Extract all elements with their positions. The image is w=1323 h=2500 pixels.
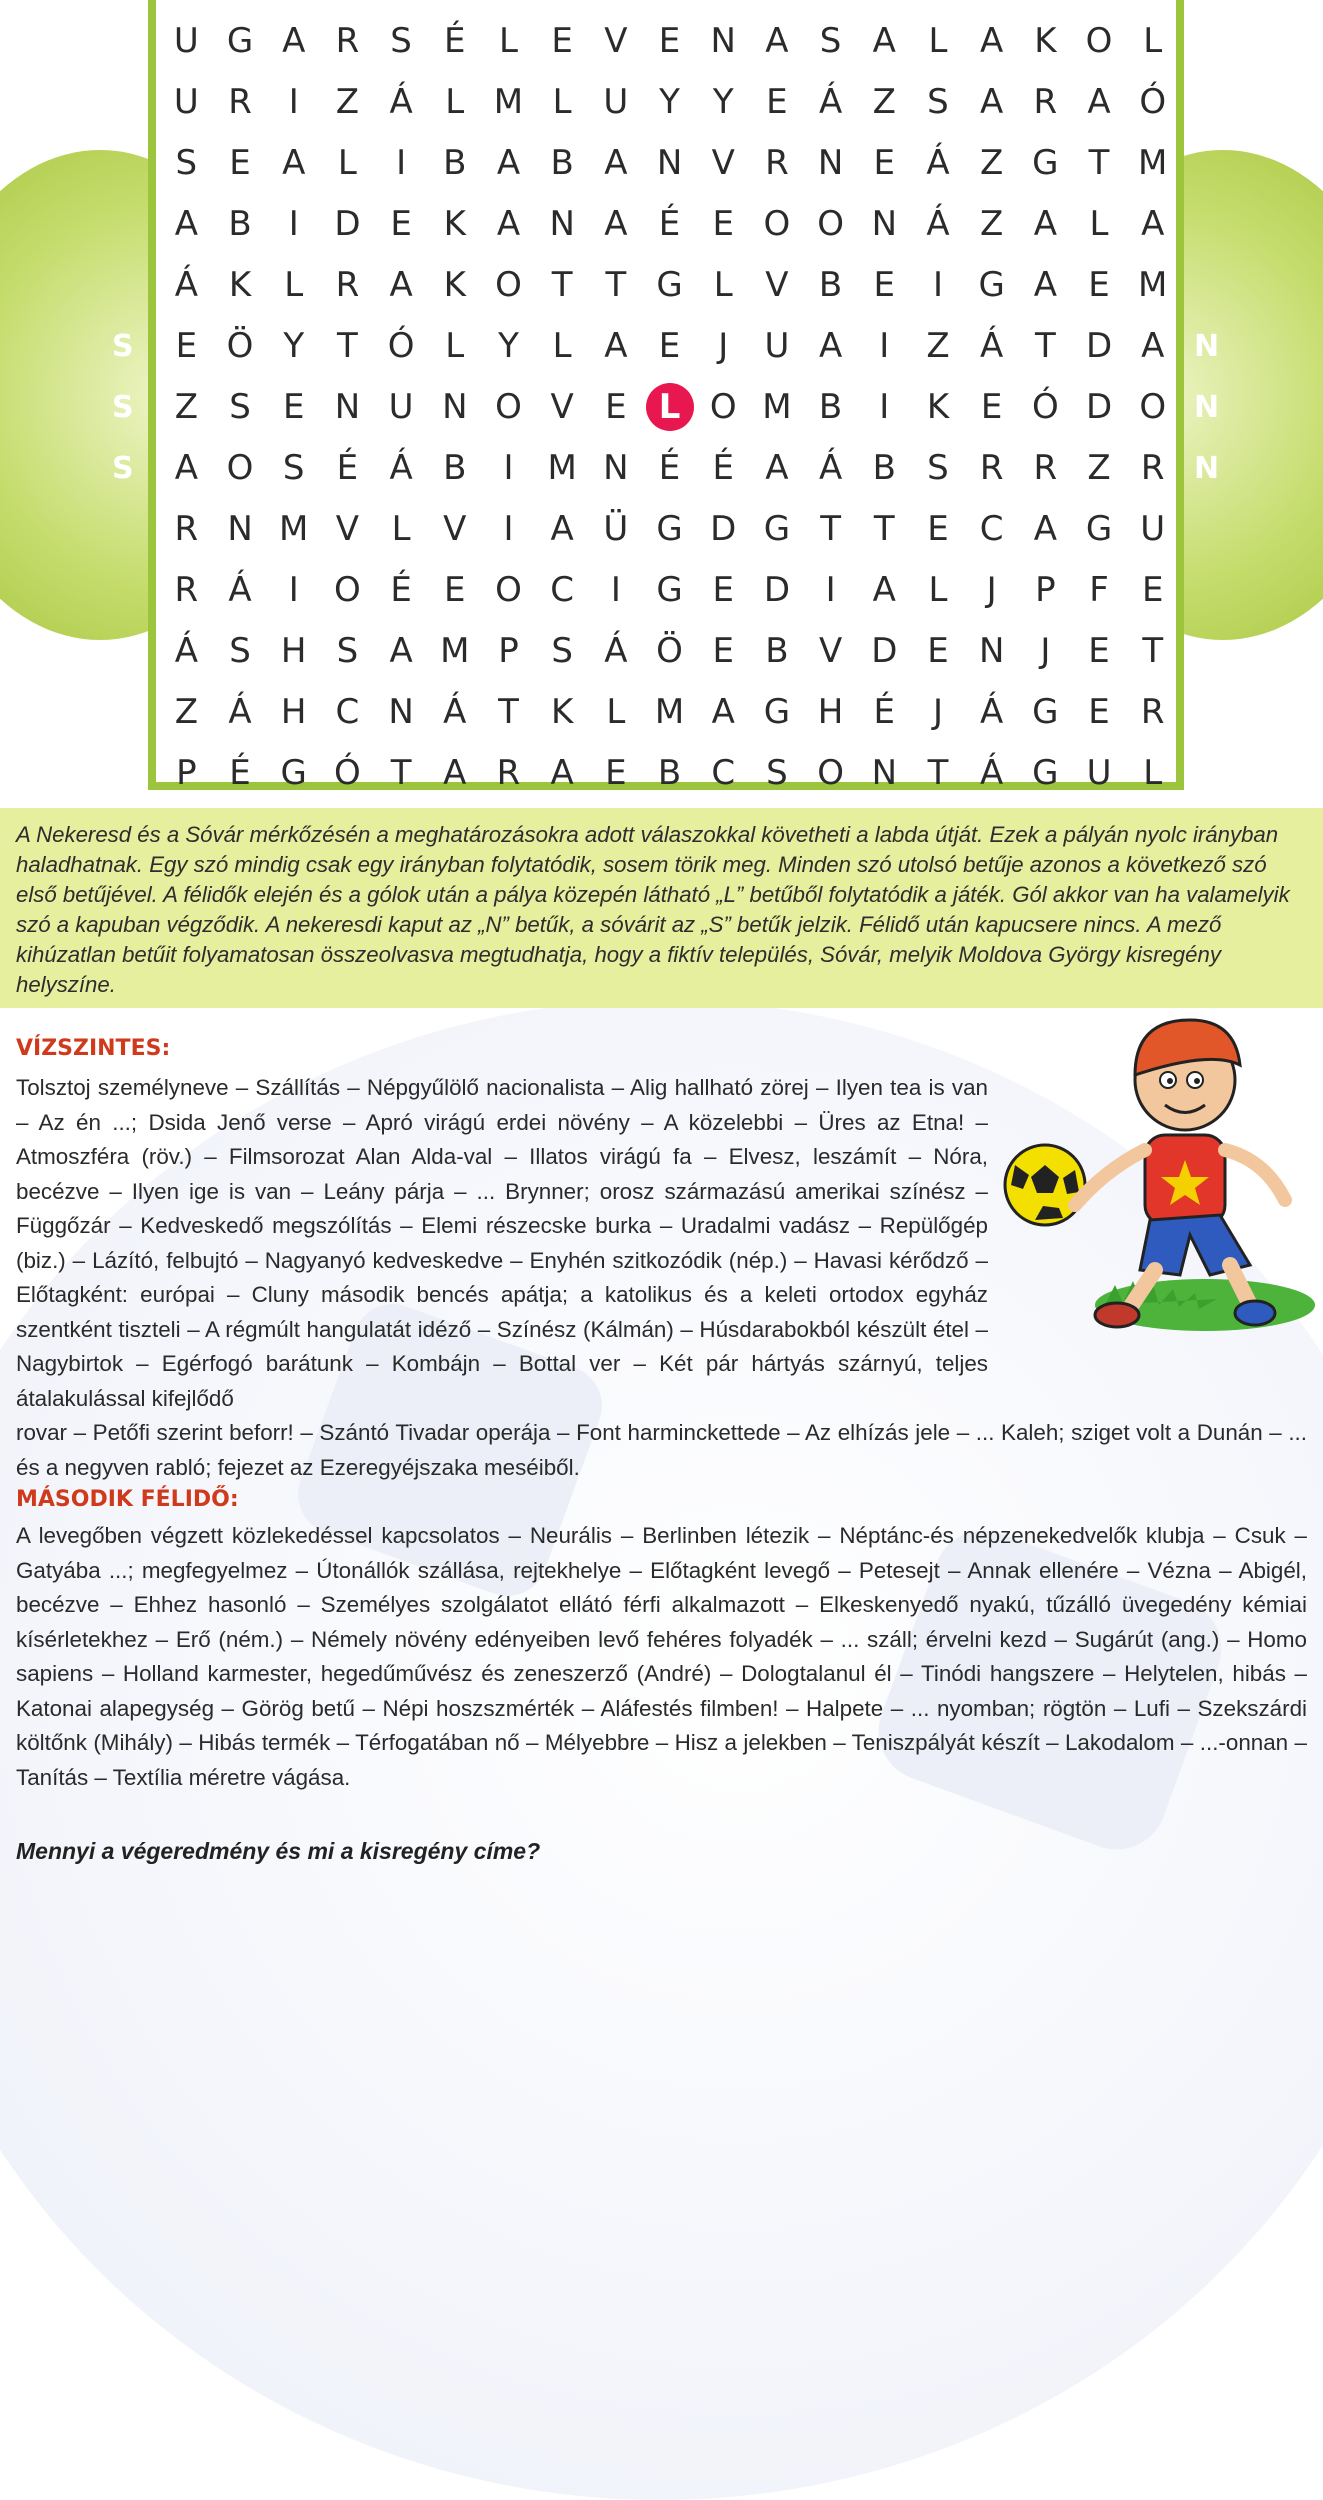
- grid-letter: A: [1033, 508, 1058, 549]
- grid-letter: H: [280, 630, 308, 671]
- grid-letter: G: [656, 264, 684, 305]
- grid-letter: J: [932, 691, 944, 732]
- grid-letter: B: [657, 752, 683, 793]
- grid-letter: Z: [174, 386, 199, 427]
- grid-letter: O: [709, 386, 738, 427]
- grid-letter: A: [550, 508, 575, 549]
- grid-letter: K: [443, 264, 467, 305]
- grid-letter: L: [1143, 20, 1164, 61]
- grid-letter: A: [765, 20, 790, 61]
- grid-letter: S: [229, 630, 252, 671]
- grid-letter: D: [763, 569, 791, 610]
- grid-letter: O: [334, 569, 362, 610]
- grid-letter: N: [817, 142, 845, 183]
- grid-letter: L: [606, 691, 627, 732]
- grid-letter: E: [605, 386, 628, 427]
- grid-letter: M: [440, 630, 471, 671]
- grid-letter: E: [712, 630, 735, 671]
- grid-letter: Á: [174, 630, 199, 671]
- grid-letter: R: [228, 81, 253, 122]
- grid-letter: I: [288, 81, 300, 122]
- grid-letter: N: [603, 447, 630, 488]
- grid-letter: E: [927, 508, 950, 549]
- grid-letter: A: [389, 630, 414, 671]
- grid-letter: U: [388, 386, 415, 427]
- grid-letter: C: [979, 508, 1005, 549]
- grid-letter: I: [503, 447, 515, 488]
- word-search-grid: [160, 10, 1180, 803]
- grid-letter: Z: [174, 691, 199, 732]
- grid-letter: L: [713, 264, 734, 305]
- grid-letter: I: [503, 508, 515, 549]
- grid-letter: L: [337, 142, 358, 183]
- grid-letter: E: [605, 752, 628, 793]
- grid-letter: A: [872, 569, 897, 610]
- grid-letter: E: [980, 386, 1004, 427]
- grid-row: [160, 559, 1180, 620]
- start-letter-highlight: L: [643, 383, 697, 431]
- soccer-player-illustration: [985, 985, 1315, 1335]
- grid-letter: E: [1088, 691, 1111, 732]
- grid-letter: M: [279, 508, 310, 549]
- grid-letter: E: [390, 203, 413, 244]
- clues-second-half: A levegőben végzett közlekedéssel kapcsolatos – Neurális – Berlinben létezik – Néptánc-és népzenekedvelők klubja – Csuk – Gatyába ...; megfegyelmez – Útonállók szállása, rejtekhelye – Előtagként levegő – Petesejt – Annak ellenére – Vézna – Abigél, becézve – Ehhez hasonló – Személyes szolgálatot ellátó férfi alkalmazott – Elkeskenyedő nyakú, tűzálló üvegedény kémiai kísérletekhez – Erő (ném.) – Némely növény edényeiben levő fehéres folyadék – ... száll; érvelni kezd – Sugárút (ang.) – Homo sapiens – Holland karmester, hegedűművész és zeneszerző (André) – Dologtalanul él – Tinódi hangszere – Helytelen, hibás – Katonai alapegység – Görög betű – Népi hoszszmérték – Aláfestés filmben! – Halpete – ... nyomban; rögtön – Lufi – Szekszárdi költőnk (Mihály) – Hibás termék – Térfogatában nő – Mélyebbre – Hisz a jelekben – Teniszpályát készít – Lakodalom – ...-onnan – Tanítás – Textília méretre vágása.: [16, 1523, 1307, 1790]
- grid-letter: L: [1089, 203, 1110, 244]
- grid-letter: S: [229, 386, 252, 427]
- grid-letter: E: [175, 325, 199, 366]
- grid-letter: T: [873, 508, 896, 549]
- grid-letter: K: [551, 691, 575, 732]
- grid-letter: A: [818, 325, 844, 366]
- grid-letter: L: [284, 264, 305, 305]
- grid-letter: A: [282, 142, 307, 183]
- grid-letter: R: [1140, 447, 1166, 488]
- grid-letter: A: [174, 203, 199, 244]
- grid-letter: S: [766, 752, 789, 793]
- grid-letter: É: [229, 752, 252, 793]
- grid-letter: É: [336, 447, 360, 488]
- goal-letter-nekeresd: N: [1194, 329, 1220, 364]
- grid-letter: V: [443, 508, 468, 549]
- grid-letter: I: [879, 386, 891, 427]
- grid-letter: G: [226, 20, 255, 61]
- grid-letter: R: [1140, 691, 1166, 732]
- grid-letter: L: [552, 325, 573, 366]
- grid-letter: N: [388, 691, 415, 732]
- grid-letter: L: [445, 325, 466, 366]
- grid-row: [160, 71, 1180, 132]
- goal-letter-sovar: S: [112, 390, 134, 425]
- grid-letter: Z: [980, 142, 1005, 183]
- grid-letter: R: [335, 20, 361, 61]
- grid-letter: M: [1138, 264, 1169, 305]
- grid-letter: G: [280, 752, 308, 793]
- grid-letter: A: [282, 20, 307, 61]
- grid-letter: N: [656, 142, 684, 183]
- grid-letter: L: [445, 81, 466, 122]
- grid-letter: Ü: [603, 508, 630, 549]
- grid-letter: V: [765, 264, 790, 305]
- grid-letter: Ó: [1031, 386, 1060, 427]
- goal-letter-sovar: S: [112, 329, 134, 364]
- grid-letter: O: [495, 264, 523, 305]
- grid-letter: A: [1141, 325, 1166, 366]
- grid-letter: P: [176, 752, 198, 793]
- grid-letter: A: [1141, 203, 1166, 244]
- final-question: Mennyi a végeredmény és mi a kisregény címe?: [16, 1838, 541, 1864]
- grid-letter: L: [498, 20, 519, 61]
- grid-letter: Y: [498, 325, 520, 366]
- grid-letter: L: [928, 20, 949, 61]
- grid-letter: L: [1143, 752, 1164, 793]
- grid-letter: A: [765, 447, 790, 488]
- grid-letter: A: [496, 142, 522, 183]
- grid-letter: R: [765, 142, 790, 183]
- grid-letter: G: [1032, 752, 1060, 793]
- grid-row: [160, 193, 1180, 254]
- grid-letter: O: [817, 203, 845, 244]
- grid-letter: U: [173, 81, 200, 122]
- grid-letter: T: [1034, 325, 1057, 366]
- grid-letter: A: [872, 20, 897, 61]
- grid-letter: O: [226, 447, 255, 488]
- grid-letter: Y: [283, 325, 306, 366]
- grid-letter: E: [658, 325, 682, 366]
- grid-letter: Ó: [1139, 81, 1168, 122]
- clues-first-half: Tolsztoj személyneve – Szállítás – Népgyűlölő nacionalista – Alig hallható zörej – Ilyen tea is van – Az én ...; Dsida Jenő verse – Apró virágú erdei növény – A közelebbi – Üres az Etna! – Atmoszféra (röv.) – Filmsorozat Alan Alda-val – Illatos virágú fa – Elvesz, leszámít – Nóra, becézve – Ilyen ige is van – Leány párja – ... Brynner; orosz származású amerikai színész – Függőzár – Kedveskedő megszólítás – Elemi részecske burka – Uradalmi vadász – Repülőgép (biz.) – Lázító, felbujtó – Nagyanyó kedveskedve – Enyhén szitkozódik (nép.) – Havasi kérődző – Előtagként: európai – Cluny második bencés apátja; a katolikus és a keleti ortodox egyház szentként tiszteli – A régmúlt hangulatát idéző – Színész (Kálmán) – Húsdarabokból készült étel – Nagybirtok – Egérfogó barátunk – Kombájn – Bottal ver – Két pár hártyás szárnyú, teljes átalakulással kifejlődő: [16, 1075, 988, 1411]
- grid-letter: E: [282, 386, 306, 427]
- grid-letter: Á: [604, 630, 629, 671]
- grid-letter: E: [1088, 630, 1111, 671]
- grid-letter: A: [711, 691, 736, 732]
- grid-letter: O: [495, 386, 523, 427]
- grid-letter: A: [174, 447, 199, 488]
- grid-letter: V: [335, 508, 361, 549]
- grid-letter: R: [174, 569, 200, 610]
- grid-letter: O: [495, 569, 523, 610]
- grid-letter: N: [710, 20, 737, 61]
- grid-letter: U: [764, 325, 791, 366]
- grid-letter: H: [817, 691, 845, 732]
- grid-letter: Á: [443, 691, 468, 732]
- grid-letter: G: [763, 508, 792, 549]
- grid-letter: D: [334, 203, 362, 244]
- section-title-second-half: MÁSODIK FÉLIDŐ:: [16, 1487, 239, 1512]
- grid-letter: M: [493, 81, 525, 122]
- grid-letter: G: [656, 569, 684, 610]
- grid-letter: E: [1088, 264, 1111, 305]
- grid-letter: E: [927, 630, 950, 671]
- grid-letter: S: [819, 20, 843, 61]
- grid-letter: N: [442, 386, 469, 427]
- grid-letter: T: [498, 691, 520, 732]
- grid-letter: C: [335, 691, 361, 732]
- grid-letter: V: [550, 386, 575, 427]
- grid-letter: B: [765, 630, 790, 671]
- grid-letter: S: [175, 142, 199, 183]
- grid-letter: G: [978, 264, 1006, 305]
- grid-letter: U: [1086, 752, 1113, 793]
- grid-letter: B: [443, 447, 468, 488]
- grid-letter: É: [390, 569, 413, 610]
- grid-letter: T: [927, 752, 950, 793]
- grid-letter: V: [711, 142, 736, 183]
- grid-letter: C: [550, 569, 576, 610]
- grid-letter: I: [288, 569, 300, 610]
- grid-letter: Z: [926, 325, 951, 366]
- grid-letter: O: [1085, 20, 1114, 61]
- grid-letter: G: [1085, 508, 1114, 549]
- grid-letter: A: [496, 203, 522, 244]
- grid-letter: E: [658, 20, 682, 61]
- grid-letter: D: [871, 630, 899, 671]
- grid-letter: B: [872, 447, 897, 488]
- grid-row: [160, 620, 1180, 681]
- grid-letter: A: [604, 325, 629, 366]
- grid-letter: Á: [818, 447, 844, 488]
- grid-letter: Á: [980, 752, 1005, 793]
- grid-letter: G: [763, 691, 792, 732]
- grid-letter: E: [873, 142, 897, 183]
- grid-letter: Ö: [656, 630, 684, 671]
- grid-letter: Z: [872, 81, 897, 122]
- grid-letter: I: [932, 264, 944, 305]
- grid-letter: É: [444, 20, 467, 61]
- grid-letter: Y: [659, 81, 681, 122]
- grid-letter: Ó: [334, 752, 362, 793]
- grid-row: [160, 10, 1180, 71]
- grid-letter: Á: [389, 81, 414, 122]
- grid-letter: K: [926, 386, 951, 427]
- grid-letter: Á: [980, 325, 1005, 366]
- grid-letter: Á: [926, 142, 951, 183]
- grid-letter: J: [718, 325, 730, 366]
- grid-letter: Á: [174, 264, 199, 305]
- grid-letter: H: [280, 691, 308, 732]
- grid-letter: K: [443, 203, 467, 244]
- grid-letter: É: [658, 203, 682, 244]
- grid-letter: É: [873, 691, 897, 732]
- grid-letter: P: [498, 630, 520, 671]
- grid-letter: Á: [818, 81, 844, 122]
- grid-letter: I: [288, 203, 300, 244]
- grid-letter: T: [337, 325, 359, 366]
- grid-letter: B: [443, 142, 468, 183]
- grid-letter: R: [335, 264, 361, 305]
- grid-letter: I: [879, 325, 891, 366]
- grid-letter: E: [712, 203, 735, 244]
- grid-letter: L: [928, 569, 949, 610]
- grid-letter: V: [818, 630, 844, 671]
- clues-first-half-continued: rovar – Petőfi szerint beforr! – Szántó Tivadar operája – Font harminckettede – Az elhízás jele – ... Kaleh; sziget volt a Dunán – ... és a negyven rabló; fejezet az Ezeregyéjszaka meséiből.: [16, 1420, 1307, 1480]
- grid-letter: B: [818, 264, 844, 305]
- grid-letter: E: [1141, 569, 1165, 610]
- grid-letter: K: [228, 264, 253, 305]
- grid-letter: E: [551, 20, 574, 61]
- grid-letter: T: [1088, 142, 1111, 183]
- grid-row: [160, 376, 1180, 437]
- grid-letter: É: [712, 447, 735, 488]
- grid-letter: S: [336, 630, 360, 671]
- grid-letter: G: [1032, 142, 1060, 183]
- grid-letter: A: [443, 752, 468, 793]
- grid-letter: B: [550, 142, 575, 183]
- grid-letter: R: [174, 508, 200, 549]
- grid-letter: S: [551, 630, 574, 671]
- grid-letter: N: [227, 508, 254, 549]
- grid-letter: I: [825, 569, 837, 610]
- grid-letter: T: [820, 508, 842, 549]
- grid-letter: N: [334, 386, 362, 427]
- grid-row: [160, 498, 1180, 559]
- grid-letter: R: [979, 447, 1005, 488]
- grid-letter: C: [711, 752, 737, 793]
- grid-letter: I: [610, 569, 622, 610]
- section-title-horizontal: VÍZSZINTES:: [16, 1036, 171, 1061]
- grid-letter: B: [818, 386, 844, 427]
- grid-letter: D: [1085, 386, 1114, 427]
- grid-letter: A: [980, 81, 1005, 122]
- grid-letter: O: [1139, 386, 1168, 427]
- grid-letter: Á: [228, 569, 253, 610]
- grid-letter: Á: [926, 203, 951, 244]
- grid-letter: I: [396, 142, 408, 183]
- grid-letter: S: [927, 447, 950, 488]
- grid-letter: A: [604, 142, 629, 183]
- grid-letter: M: [547, 447, 578, 488]
- grid-letter: N: [549, 203, 576, 244]
- grid-letter: A: [980, 20, 1005, 61]
- grid-letter: A: [1087, 81, 1112, 122]
- goal-letter-nekeresd: N: [1194, 451, 1220, 486]
- grid-letter: B: [228, 203, 253, 244]
- grid-letter: G: [1032, 691, 1060, 732]
- grid-letter: Á: [228, 691, 253, 732]
- grid-letter: T: [551, 264, 574, 305]
- grid-letter: N: [871, 752, 898, 793]
- grid-letter: E: [873, 264, 897, 305]
- grid-letter: P: [1035, 569, 1057, 610]
- grid-letter: O: [763, 203, 792, 244]
- grid-row: [160, 437, 1180, 498]
- grid-letter: É: [658, 447, 682, 488]
- grid-letter: A: [550, 752, 575, 793]
- grid-letter: G: [656, 508, 684, 549]
- grid-letter: Y: [712, 81, 735, 122]
- grid-letter: Z: [335, 81, 361, 122]
- grid-letter: T: [1142, 630, 1165, 671]
- grid-row: [160, 681, 1180, 742]
- grid-letter: R: [496, 752, 522, 793]
- rules-text: A Nekeresd és a Sóvár mérkőzésén a meghatározásokra adott válaszokkal követheti a labda útját. Ezek a pályán nyolc irányban haladhatnak. Egy szó mindig csak egy irányban folytatódik, sosem törik meg. Minden szó utolsó betűje azonos a következő szó első betűjével. A félidők elején és a gólok után a pálya közepén látható „L” betűből folytatódik a játék. Gól akkor van ha valamelyik szó a kapuban végződik. A nekeresdi kaput az „N” betűk, a sóvárit az „S” betűk jelzik. Félidő után kapucsere nincs. A mező kihúzatlan betűit folyamatosan összeolvasva megtudhatja, hogy a fiktív település, Sóvár, melyik Moldova György kisregény helyszíne.: [0, 808, 1323, 1008]
- grid-letter: L: [552, 81, 573, 122]
- grid-letter: O: [817, 752, 845, 793]
- grid-letter: L: [391, 508, 412, 549]
- grid-letter: Á: [389, 447, 414, 488]
- grid-letter: T: [390, 752, 413, 793]
- grid-letter: A: [604, 203, 629, 244]
- grid-letter: M: [762, 386, 793, 427]
- grid-letter: T: [605, 264, 628, 305]
- grid-letter: V: [604, 20, 629, 61]
- grid-letter: J: [986, 569, 998, 610]
- grid-letter: Ó: [387, 325, 416, 366]
- goal-letter-sovar: S: [112, 451, 134, 486]
- grid-letter: U: [173, 20, 200, 61]
- grid-letter: E: [712, 569, 735, 610]
- grid-letter: Á: [980, 691, 1005, 732]
- grid-row: [160, 132, 1180, 193]
- grid-letter: A: [1033, 203, 1058, 244]
- grid-letter: A: [1033, 264, 1058, 305]
- grid-letter: M: [1138, 142, 1169, 183]
- grid-letter: J: [1040, 630, 1052, 671]
- grid-row: [160, 742, 1180, 803]
- goal-letter-nekeresd: N: [1194, 390, 1220, 425]
- grid-letter: Ö: [226, 325, 255, 366]
- grid-letter: S: [927, 81, 950, 122]
- grid-letter: Z: [980, 203, 1005, 244]
- grid-letter: E: [444, 569, 467, 610]
- grid-letter: R: [1033, 447, 1059, 488]
- grid-letter: M: [654, 691, 686, 732]
- grid-letter: Z: [1087, 447, 1112, 488]
- grid-letter: S: [282, 447, 306, 488]
- grid-row: [160, 254, 1180, 315]
- grid-letter: E: [766, 81, 789, 122]
- grid-letter: U: [1140, 508, 1167, 549]
- grid-row: [160, 315, 1180, 376]
- grid-letter: A: [389, 264, 414, 305]
- grid-letter: N: [871, 203, 898, 244]
- grid-letter: E: [229, 142, 252, 183]
- grid-letter: D: [1085, 325, 1114, 366]
- grid-letter: N: [978, 630, 1006, 671]
- grid-letter: R: [1033, 81, 1059, 122]
- grid-letter: D: [710, 508, 738, 549]
- grid-letter: U: [603, 81, 630, 122]
- grid-letter: K: [1034, 20, 1058, 61]
- grid-letter: S: [390, 20, 413, 61]
- grid-letter: F: [1089, 569, 1110, 610]
